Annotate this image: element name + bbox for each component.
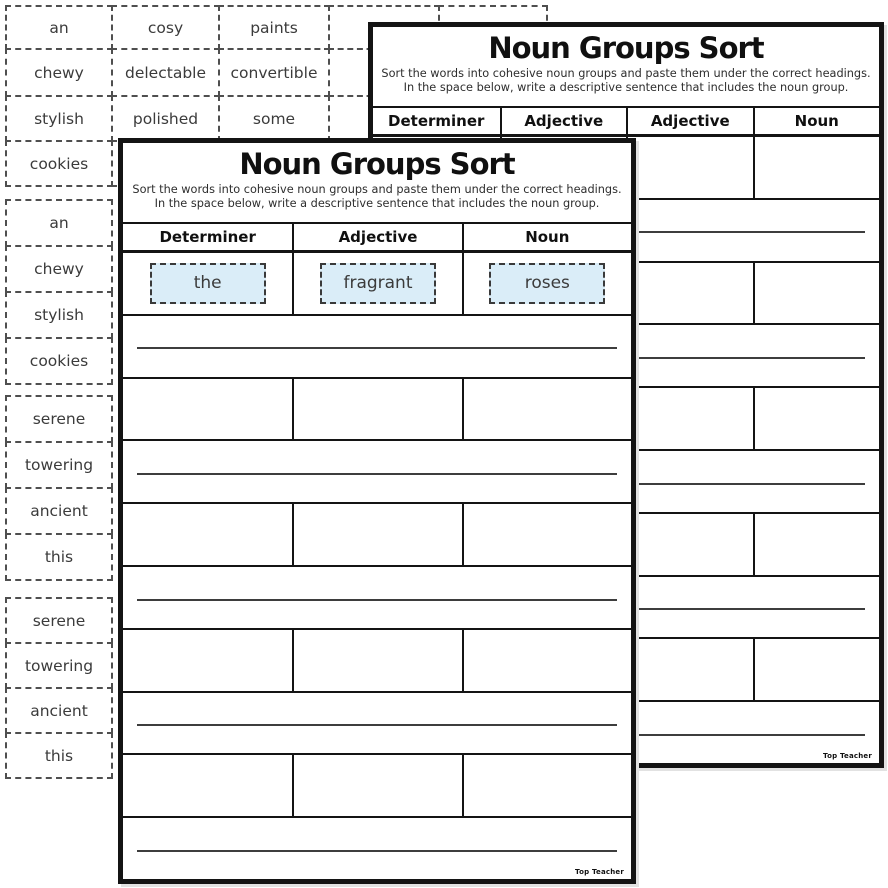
table-header-row [373, 106, 879, 137]
placed-word-the[interactable]: the [150, 263, 266, 304]
worksheet-title-block [373, 27, 879, 106]
column-header-determiner: Determiner [388, 112, 485, 130]
word-card[interactable]: serene [5, 597, 113, 644]
table-cell [462, 504, 631, 565]
word-card[interactable]: this [5, 732, 113, 779]
table-rows [123, 253, 631, 879]
table-cell [462, 630, 631, 691]
worksheet-instructions [373, 67, 879, 95]
column-header-adjective: Adjective [500, 108, 627, 134]
sentence-row [123, 693, 631, 756]
sentence-line [137, 724, 617, 726]
placed-word-fragrant[interactable]: fragrant [320, 263, 436, 304]
word-card[interactable]: serene [5, 395, 113, 443]
table-cell [123, 755, 292, 816]
word-card-group [5, 395, 113, 581]
instructions-line-1: Sort the words into cohesive noun groups and paste them under the correct headings. [132, 183, 622, 196]
sentence-row [123, 818, 631, 879]
sentence-row [123, 567, 631, 630]
front-worksheet [118, 138, 636, 884]
word-card[interactable]: cosy [111, 5, 220, 50]
table-cell [626, 137, 753, 198]
table-cell [123, 630, 292, 691]
top-teacher-logo: Top Teacher [575, 868, 624, 876]
word-card[interactable]: ancient [5, 687, 113, 734]
sentence-row [123, 441, 631, 504]
sentence-line [137, 347, 617, 349]
table-cell [123, 379, 292, 440]
word-card[interactable]: chewy [5, 245, 113, 293]
worksheet-title-block [123, 143, 631, 222]
table-cell [292, 253, 461, 314]
sentence-row [123, 316, 631, 379]
table-cells-row [123, 379, 631, 442]
table-cell [123, 504, 292, 565]
word-card[interactable]: ancient [5, 487, 113, 535]
table-cell [753, 263, 880, 324]
column-header-adjective: Adjective [292, 224, 461, 250]
word-card[interactable]: an [5, 199, 113, 247]
word-card-group [5, 199, 113, 385]
word-card[interactable]: delectable [111, 48, 220, 97]
word-card[interactable]: cookies [5, 337, 113, 385]
table-cells-row [123, 504, 631, 567]
table-cell [626, 514, 753, 575]
word-card[interactable]: chewy [5, 48, 113, 97]
word-card[interactable]: an [5, 5, 113, 50]
word-card[interactable]: some [218, 95, 330, 142]
table-cell [753, 514, 880, 575]
worksheet-instructions [123, 183, 631, 211]
table-header-row [123, 222, 631, 253]
instructions-line-2: In the space below, write a descriptive sentence that includes the noun group. [403, 80, 849, 94]
worksheet-title: Noun Groups Sort [239, 147, 515, 181]
table-cell [292, 755, 461, 816]
sentence-line [137, 850, 617, 852]
word-card[interactable]: polished [111, 95, 220, 142]
table-cell [292, 630, 461, 691]
worksheet-title: Noun Groups Sort [488, 31, 764, 65]
word-card[interactable]: this [5, 533, 113, 581]
table-cells-row [123, 253, 631, 316]
column-header-determiner: Determiner [159, 228, 256, 246]
word-card[interactable]: paints [218, 5, 330, 50]
placed-word-roses[interactable]: roses [489, 263, 605, 304]
table-cell [626, 639, 753, 700]
table-cell [292, 379, 461, 440]
table-cell [462, 253, 631, 314]
table-cell [123, 253, 292, 314]
column-header-noun: Noun [753, 108, 880, 134]
table-cell [626, 263, 753, 324]
sentence-line [137, 599, 617, 601]
instructions-line-1: Sort the words into cohesive noun groups and paste them under the correct headings. [381, 67, 871, 80]
table-cell [753, 388, 880, 449]
word-card[interactable]: stylish [5, 95, 113, 142]
table-cell [462, 379, 631, 440]
instructions-line-2: In the space below, write a descriptive sentence that includes the noun group. [154, 196, 600, 210]
table-cell [626, 388, 753, 449]
word-card[interactable]: towering [5, 642, 113, 689]
word-card[interactable]: stylish [5, 291, 113, 339]
table-cell [462, 755, 631, 816]
sentence-line [137, 473, 617, 475]
column-header-noun: Noun [462, 224, 631, 250]
word-card[interactable]: cookies [5, 140, 113, 187]
word-card[interactable]: convertible [218, 48, 330, 97]
table-cell [753, 137, 880, 198]
table-cells-row [123, 630, 631, 693]
table-cell [753, 639, 880, 700]
word-card[interactable]: towering [5, 441, 113, 489]
top-teacher-logo: Top Teacher [823, 752, 872, 760]
table-cell [292, 504, 461, 565]
column-header-adjective: Adjective [626, 108, 753, 134]
word-card-group [5, 597, 113, 779]
table-cells-row [123, 755, 631, 818]
